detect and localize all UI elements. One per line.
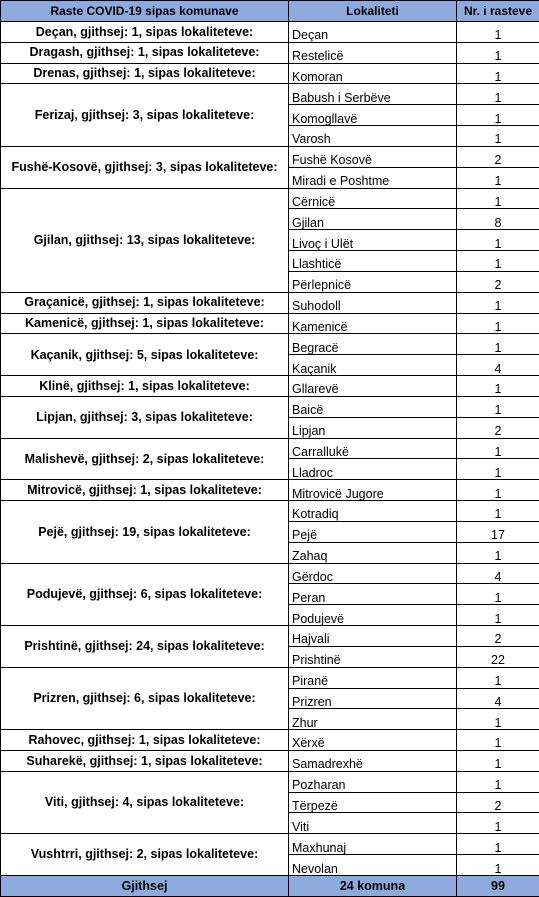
case-count-cell: 1 [457,251,539,272]
case-count-cell: 4 [457,688,539,709]
municipality-cell: Dragash, gjithsej: 1, sipas lokaliteteve: [1,42,289,63]
municipality-cell: Rahovec, gjithsej: 1, sipas lokaliteteve: [1,730,289,751]
header-count: Nr. i rasteve [457,1,539,22]
municipality-cell: Prishtinë, gjithsej: 24, sipas lokaliteteve: [1,626,289,668]
case-count-cell: 1 [457,376,539,397]
municipality-cell: Graçanicë, gjithsej: 1, sipas lokaliteteve: [1,292,289,313]
municipality-cell: Prizren, gjithsej: 6, sipas lokaliteteve: [1,667,289,729]
locality-cell: Lipjan [289,417,457,438]
case-count-cell: 1 [457,542,539,563]
table-row [1,334,539,355]
municipality-cell: Deçan, gjithsej: 1, sipas lokaliteteve: [1,22,289,43]
case-count-cell: 1 [457,771,539,792]
locality-cell: Maxhunaj [289,834,457,855]
table-row [1,438,539,459]
case-count-cell: 1 [457,605,539,626]
case-count-cell: 1 [457,730,539,751]
locality-cell: Pozharan [289,771,457,792]
municipality-cell: Kaçanik, gjithsej: 5, sipas lokaliteteve: [1,334,289,376]
locality-cell: Gllarevë [289,376,457,397]
locality-cell: Hajvali [289,626,457,647]
case-count-cell: 8 [457,209,539,230]
locality-cell: Carrallukë [289,438,457,459]
municipality-cell: Pejë, gjithsej: 19, sipas lokaliteteve: [1,501,289,563]
locality-cell: Prizren [289,688,457,709]
locality-cell: Kotradiq [289,501,457,522]
table-row [1,146,539,167]
locality-cell: Deçan [289,22,457,43]
locality-cell: Miradi e Poshtme [289,167,457,188]
locality-cell: Mitrovicë Jugore [289,480,457,501]
locality-cell: Përlepnicë [289,271,457,292]
case-count-cell: 1 [457,167,539,188]
case-count-cell: 1 [457,126,539,147]
locality-cell: Viti [289,813,457,834]
header-locality: Lokaliteti [289,1,457,22]
case-count-cell: 1 [457,63,539,84]
case-count-cell: 1 [457,105,539,126]
case-count-cell: 1 [457,42,539,63]
case-count-cell: 1 [457,292,539,313]
locality-cell: Livoç i Ulët [289,230,457,251]
locality-cell: Llashticë [289,251,457,272]
municipality-cell: Gjilan, gjithsej: 13, sipas lokaliteteve: [1,188,289,292]
case-count-cell: 2 [457,626,539,647]
locality-cell: Peran [289,584,457,605]
case-count-cell: 2 [457,146,539,167]
locality-cell: Podujevë [289,605,457,626]
locality-cell: Komogllavë [289,105,457,126]
locality-cell: Samadrexhë [289,750,457,771]
total-municipalities: 24 komuna [289,876,457,897]
table-row [1,750,539,771]
case-count-cell: 1 [457,709,539,730]
case-count-cell: 22 [457,646,539,667]
table-row [1,626,539,647]
case-count-cell: 1 [457,480,539,501]
total-cases: 99 [457,876,539,897]
header-row [1,1,539,22]
table-row [1,84,539,105]
locality-cell: Pejë [289,521,457,542]
locality-cell: Xërxë [289,730,457,751]
locality-cell: Babush i Serbëve [289,84,457,105]
locality-cell: Lladroc [289,459,457,480]
table-row [1,480,539,501]
table-row [1,771,539,792]
municipality-cell: Lipjan, gjithsej: 3, sipas lokaliteteve: [1,396,289,438]
locality-cell: Nevolan [289,855,457,876]
case-count-cell: 1 [457,396,539,417]
table-footer [1,876,539,897]
locality-cell: Cërnicë [289,188,457,209]
table-row [1,730,539,751]
table-row [1,834,539,855]
case-count-cell: 1 [457,84,539,105]
table-row [1,292,539,313]
case-count-cell: 1 [457,459,539,480]
municipality-cell: Klinë, gjithsej: 1, sipas lokaliteteve: [1,376,289,397]
case-count-cell: 1 [457,313,539,334]
locality-cell: Varosh [289,126,457,147]
municipality-cell: Suharekë, gjithsej: 1, sipas lokaliteteve: [1,750,289,771]
municipality-cell: Fushë-Kosovë, gjithsej: 3, sipas lokaliteteve: [1,146,289,188]
locality-cell: Gjilan [289,209,457,230]
locality-cell: Suhodoll [289,292,457,313]
case-count-cell: 4 [457,563,539,584]
case-count-cell: 4 [457,355,539,376]
table-row [1,667,539,688]
table-row [1,22,539,43]
table-row [1,313,539,334]
table-body [1,22,539,876]
table-row [1,376,539,397]
case-count-cell: 1 [457,438,539,459]
locality-cell: Zahaq [289,542,457,563]
municipality-cell: Drenas, gjithsej: 1, sipas lokaliteteve: [1,63,289,84]
case-count-cell: 2 [457,417,539,438]
municipality-cell: Vushtrri, gjithsej: 2, sipas lokaliteteve: [1,834,289,876]
municipality-cell: Kamenicë, gjithsej: 1, sipas lokaliteteve: [1,313,289,334]
municipality-cell: Mitrovicë, gjithsej: 1, sipas lokaliteteve: [1,480,289,501]
locality-cell: Zhur [289,709,457,730]
table-header [1,1,539,22]
case-count-cell: 1 [457,22,539,43]
table-row [1,396,539,417]
locality-cell: Begracë [289,334,457,355]
locality-cell: Komoran [289,63,457,84]
municipality-cell: Malishevë, gjithsej: 2, sipas lokaliteteve: [1,438,289,480]
municipality-cell: Ferizaj, gjithsej: 3, sipas lokaliteteve: [1,84,289,146]
locality-cell: Piranë [289,667,457,688]
case-count-cell: 1 [457,813,539,834]
total-row [1,876,539,897]
locality-cell: Prishtinë [289,646,457,667]
case-count-cell: 1 [457,834,539,855]
total-label: Gjithsej [1,876,289,897]
case-count-cell: 1 [457,584,539,605]
case-count-cell: 1 [457,750,539,771]
locality-cell: Restelicë [289,42,457,63]
locality-cell: Kamenicë [289,313,457,334]
case-count-cell: 1 [457,501,539,522]
municipality-cell: Podujevë, gjithsej: 6, sipas lokaliteteve: [1,563,289,625]
table-row [1,188,539,209]
header-municipality: Raste COVID-19 sipas komunave [1,1,289,22]
table-row [1,63,539,84]
case-count-cell: 2 [457,792,539,813]
case-count-cell: 1 [457,188,539,209]
locality-cell: Kaçanik [289,355,457,376]
table-row [1,42,539,63]
case-count-cell: 1 [457,855,539,876]
locality-cell: Gërdoc [289,563,457,584]
municipality-cell: Viti, gjithsej: 4, sipas lokaliteteve: [1,771,289,833]
case-count-cell: 1 [457,230,539,251]
case-count-cell: 2 [457,271,539,292]
locality-cell: Tërpezë [289,792,457,813]
case-count-cell: 17 [457,521,539,542]
locality-cell: Fushë Kosovë [289,146,457,167]
table-row [1,563,539,584]
table-row [1,501,539,522]
case-count-cell: 1 [457,667,539,688]
case-count-cell: 1 [457,334,539,355]
locality-cell: Baicë [289,396,457,417]
